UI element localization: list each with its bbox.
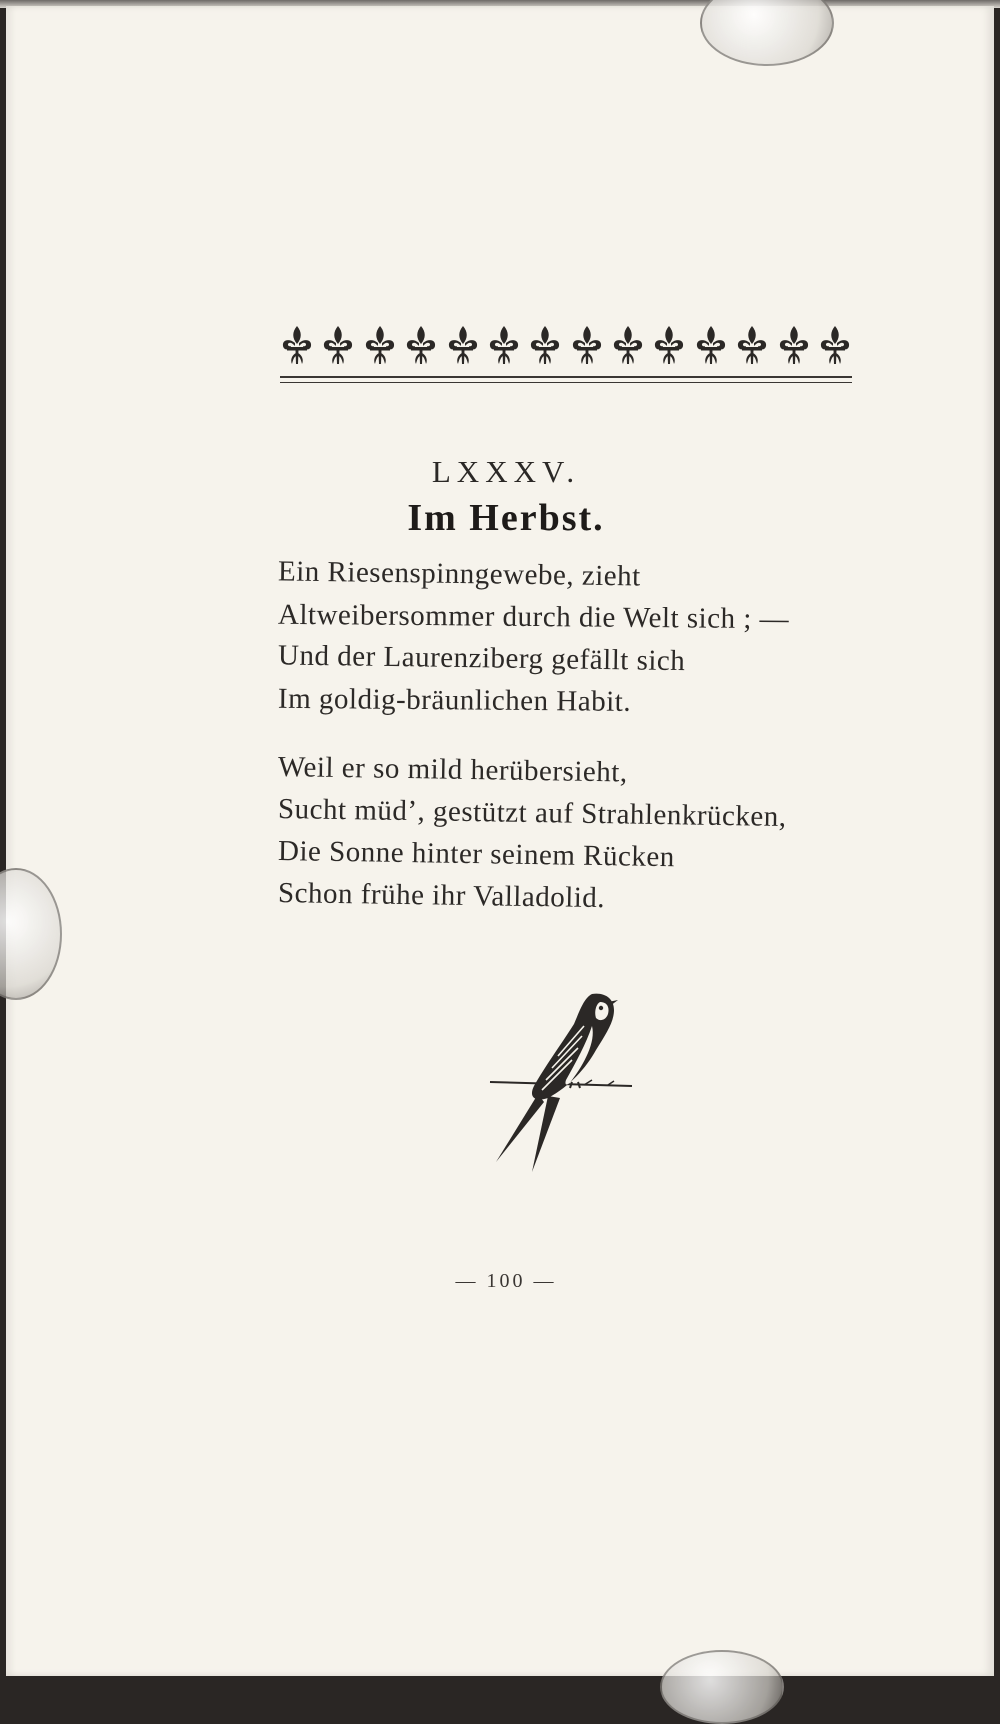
fleur-de-lis-icon	[570, 324, 604, 370]
fleur-de-lis-icon	[735, 324, 769, 370]
book-page	[6, 6, 994, 1676]
fleur-de-lis-icon	[652, 324, 686, 370]
verse-line: Schon frühe ihr Valladolid.	[277, 877, 606, 915]
fleur-de-lis-icon	[528, 324, 562, 370]
verse-line: Die Sonne hinter seinem Rücken	[277, 835, 675, 874]
verse-line: Ein Riesenspinngewebe, zieht	[277, 555, 641, 593]
fleur-de-lis-icon	[321, 324, 355, 370]
fleur-de-lis-icon	[818, 324, 852, 370]
fleur-de-lis-icon	[694, 324, 728, 370]
page-clip	[660, 1650, 784, 1724]
verse-line: Sucht müd’, gestützt auf Strahlenkrücken,	[277, 793, 787, 833]
verse-line: Und der Laurenziberg gefällt sich	[277, 639, 686, 678]
fleur-de-lis-icon	[404, 324, 438, 370]
poem-title: Im Herbst.	[407, 497, 605, 539]
header-ornament	[280, 324, 852, 396]
fleur-de-lis-icon	[777, 324, 811, 370]
verse-line: Weil er so mild herübersieht,	[277, 751, 628, 789]
page-number: — 100 —	[455, 1270, 557, 1292]
stanza-1	[278, 554, 789, 722]
fleur-de-lis-icon	[487, 324, 521, 370]
fleur-de-lis-icon	[280, 324, 314, 370]
verse-line: Altweibersommer durch die Welt sich ; —	[277, 598, 790, 636]
fleur-de-lis-icon	[363, 324, 397, 370]
fleur-de-lis-icon	[446, 324, 480, 370]
poem-number: LXXXV.	[431, 454, 581, 489]
fleur-de-lis-icon	[611, 324, 645, 370]
verse-line: Im goldig-bräunlichen Habit.	[277, 682, 632, 718]
swallow-icon	[488, 986, 634, 1176]
stanza-2	[278, 750, 787, 918]
